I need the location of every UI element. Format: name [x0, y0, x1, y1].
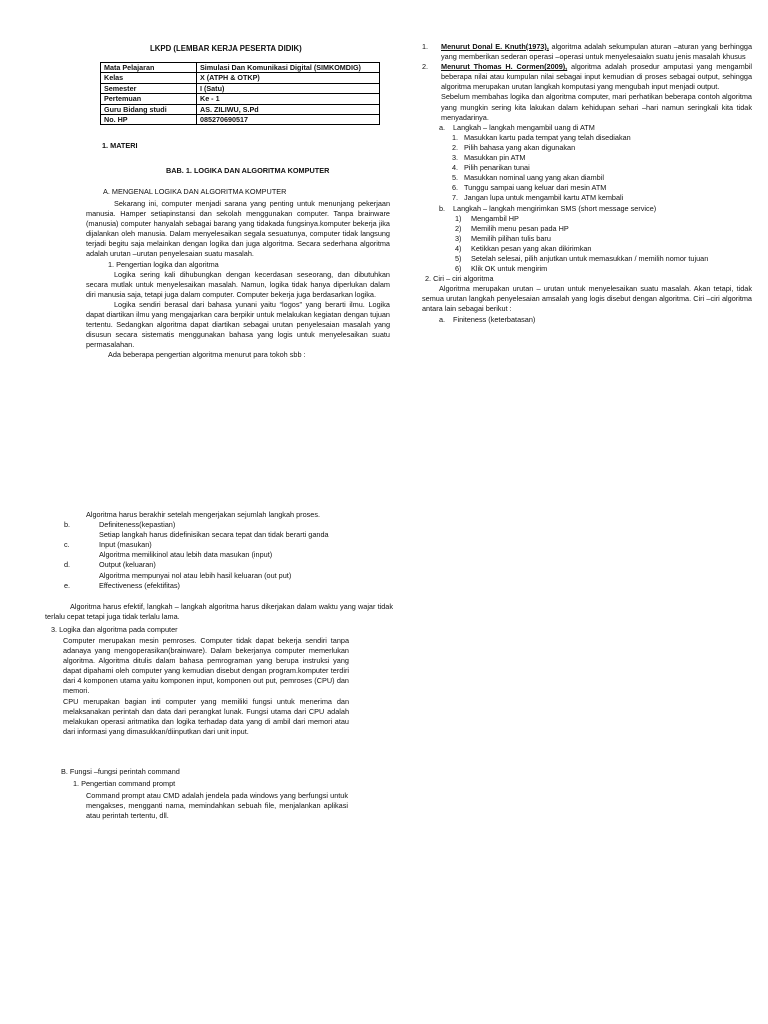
- list-item-number: 5.: [452, 173, 459, 183]
- info-row: [101, 73, 380, 83]
- definition-knuth-name: Menurut Donal E. Knuth(1973),: [441, 42, 549, 51]
- item-2-heading: 2. Ciri – ciri algoritma: [425, 274, 494, 284]
- ciri-c-desc: Algoritma memilikinol atau lebih data masukan (input): [99, 550, 273, 560]
- list-item-number: 1.: [452, 132, 459, 142]
- list-item: [422, 183, 752, 193]
- list-item: [422, 193, 752, 203]
- ciri-b-desc: Setiap langkah harus didefinisikan secara tepat dan tidak berarti ganda: [99, 530, 329, 540]
- definition-cormen-name: Menurut Thomas H. Cormen(2009),: [441, 62, 568, 72]
- list-item: [422, 153, 752, 163]
- ciri-d: d. Output (keluaran): [64, 560, 156, 570]
- sms-heading: b. Langkah – langkah mengirimkan SMS (short message service): [439, 203, 657, 213]
- list-item: [422, 224, 752, 234]
- ciri-e-title: Effectiveness (efektifitas): [99, 580, 180, 590]
- section-b-item-1: 1. Pengertian command prompt: [73, 779, 176, 788]
- list-item-text: Mengambil HP: [471, 213, 519, 223]
- list-item: [422, 163, 752, 173]
- list-item: [422, 234, 752, 244]
- list-item-text: Memilih menu pesan pada HP: [471, 223, 569, 233]
- list-item-number: 3.: [452, 153, 459, 163]
- item-3-heading: 3. Logika dan algoritma pada computer: [51, 625, 178, 634]
- definition-knuth: 1. Menurut Donal E. Knuth(1973), algoritma adalah sekumpulan aturan –aturan yang berhingga yang memberikan sederan operasi –operasi untuk menyelesaiakn suatu jenis masalah khusus: [422, 42, 753, 62]
- ciri-b-title: Definiteness(kepastian): [99, 520, 176, 530]
- finiteness-title: Finiteness (keterbatasan): [453, 314, 536, 324]
- list-item: [422, 173, 752, 183]
- list-item-number: 3): [455, 233, 462, 243]
- section-b-heading: B. Fungsi –fungsi perintah command: [61, 767, 180, 776]
- list-item-number: 6.: [452, 183, 459, 193]
- info-value: AS. ZILIWU, S.Pd: [197, 104, 380, 114]
- left-column: [85, 141, 390, 151]
- info-label: No. HP: [101, 114, 197, 124]
- info-label: Pertemuan: [101, 94, 197, 104]
- list-item-text: Jangan lupa untuk mengambil kartu ATM kembali: [464, 193, 624, 203]
- ciri-d-desc: Algoritma mempunyai nol atau lebih hasil keluaran (out put): [99, 570, 292, 580]
- ciri-b: b. Definiteness(kepastian): [64, 520, 176, 530]
- list-item-number: 2): [455, 223, 462, 233]
- ciri-c-title: Input (masukan): [99, 540, 152, 550]
- list-item-text: Masukkan kartu pada tempat yang telah disediakan: [464, 132, 631, 142]
- list-item-text: Pilih bahasa yang akan digunakan: [464, 142, 576, 152]
- item-1-heading: 1. Pengertian logika dan algoritma: [108, 259, 219, 269]
- info-row: [101, 63, 380, 73]
- list-item: [422, 214, 752, 224]
- list-item: [422, 254, 752, 264]
- paragraph-computer: Computer merupakan mesin pemroses. Computer tidak dapat bekerja sendiri tanpa adanaya yang mengoperasikan(brainware). Dalam bekerjanya computer memerlukan algoritma. Algoritma ditulis dalam bahasa pemrograman yang berupa instruksi yang dapat dipahami oleh computer yang kemudian disebut dengan program.komputer terdiri dari 4 komponen utama yaitu komponen input, komponen out put, pemroses (CPU) dan memori.: [63, 636, 349, 696]
- paragraph-logika-asal: Logika sendiri berasal dari bahasa yunani yaitu “logos” yang berarti ilmu. Logika dapat diartikan ilmu yang mengajarkan cara berpikir untuk melakukan kegiatan dengan tujuan tertentu. Sedangkan algoritma dapat diartikan sebagai urutan penyelesaian masalah yang disusun secara sistematis menggunakan bahasa yang logis untuk menyelesaikan suatu permasalahan.: [86, 299, 390, 350]
- info-label: Kelas: [101, 73, 197, 83]
- list-item-text: Memilih pilihan tulis baru: [471, 233, 551, 243]
- chapter-heading: BAB. 1. LOGIKA DAN ALGORITMA KOMPUTER: [166, 166, 330, 175]
- list-item-number: 7.: [452, 193, 459, 203]
- info-table: [100, 62, 380, 125]
- paragraph-tokoh: Ada beberapa pengertian algoritma menurut para tokoh sbb :: [108, 350, 306, 360]
- right-column: [422, 42, 752, 325]
- ciri-e: e. Effectiveness (efektifitas): [64, 580, 180, 590]
- list-item-number: 1): [455, 213, 462, 223]
- finiteness-desc: Algoritma harus berakhir setelah mengerjakan sejumlah langkah proses.: [86, 510, 321, 519]
- ciri-c: c. Input (masukan): [64, 540, 152, 550]
- list-item-text: Pilih penarikan tunai: [464, 163, 530, 173]
- info-row: [101, 83, 380, 93]
- paragraph-ciri: Algoritma merupakan urutan – urutan untuk menyelesaikan suatu masalah. Akan tetapi, tidak semua urutan langkah penyelesaian amsalah yang logis disebut dengan algoritma. Ciri –ciri algoritma antara lain sebagai berikut :: [422, 284, 752, 314]
- info-value: X (ATPH & OTKP): [197, 73, 380, 83]
- info-row: [101, 94, 380, 104]
- ciri-e-desc: Algoritma harus efektif, langkah – langkah algoritma harus dikerjakan dalam waktu yang wajar tidak terlalu cepat tetapi juga tidak terlalu lama.: [45, 602, 393, 622]
- list-item-number: 6): [455, 264, 462, 274]
- info-value: I (Satu): [197, 83, 380, 93]
- info-value: Ke - 1: [197, 94, 380, 104]
- list-item: [422, 244, 752, 254]
- info-row: [101, 104, 380, 114]
- list-item-number: 2.: [452, 142, 459, 152]
- list-item-text: Setelah selesai, pilih anjutkan untuk memasukkan / memilih nomor tujuan: [471, 253, 709, 263]
- info-value: Simulasi Dan Komunikasi Digital (SIMKOMDIG): [197, 63, 380, 73]
- atm-heading: a. Langkah – langkah mengambil uang di ATM: [439, 122, 595, 132]
- info-label: Mata Pelajaran: [101, 63, 197, 73]
- info-label: Semester: [101, 83, 197, 93]
- list-item: [422, 143, 752, 153]
- ciri-d-title: Output (keluaran): [99, 560, 156, 570]
- list-item-text: Masukkan nominal uang yang akan diambil: [464, 173, 604, 183]
- list-item-number: 5): [455, 253, 462, 263]
- definition-cormen-text: algoritma adalah prosedur amputasi yang mengambil beberapa nilai atau kumpulan nilai sebagai input kemudian di proses sebagai output, sehingga algoritma merupakan urutan langkah komputasi yang mengubah input menjadi output.: [441, 62, 752, 92]
- info-value: 085270690517: [197, 114, 380, 124]
- paragraph-logika: Logika sering kali dihubungkan dengan kecerdasan seseorang, dan dibutuhkan secara mutlak untuk menyelesaikan masalah. Namun, logika tidak hanya diperlukan dalam diri manusia saja, tetapi juga dalam computer. Computer bekerja juga berdasarkan logika.: [86, 269, 390, 299]
- list-item-text: Klik OK untuk mengirim: [471, 264, 548, 274]
- list-item-text: Tunggu sampai uang keluar dari mesin ATM: [464, 183, 607, 193]
- info-row: [101, 114, 380, 124]
- info-label: Guru Bidang studi: [101, 104, 197, 114]
- atm-steps-list: [422, 133, 752, 204]
- paragraph-examples-intro: Sebelum membahas logika dan algoritma computer, mari perhatikan beberapa contoh algoritma yang mungkin sering kita lakukan dalam kehidupan sehari –hari namun seringkali kita tidak menyadarinya.: [441, 92, 752, 122]
- paragraph-intro: Sekarang ini, computer menjadi sarana yang penting untuk menunjang pekerjaan manusia. Hamper setiapinstansi dan sekolah menggunakan computer. Tanpa brainware (manusia) computer hanyalah sebagai barang yang tidakada fungsinya.komputer bekerja jika dijalankan oleh manusia. Dalam menyelesaikan segala sesuatunya, computer tidak langsung terjadi begitu saja melainkan dengan logika dan juga algoritma. Secara sederhana algoritma adalah urutan –urutan penyelesaian suatu masalah.: [86, 199, 390, 259]
- finiteness-heading: a. Finiteness (keterbatasan): [439, 314, 536, 324]
- list-item-text: Ketikkan pesan yang akan dikirimkan: [471, 243, 592, 253]
- definition-cormen: 2. Menurut Thomas H. Cormen(2009), algoritma adalah prosedur amputasi yang mengambil beberapa nilai atau kumpulan nilai sebagai input kemudian di proses sebagai output, sehingga algoritma merupakan urutan langkah komputasi yang mengubah input menjadi output.: [422, 62, 752, 92]
- list-item-number: 4.: [452, 163, 459, 173]
- list-item: [422, 133, 752, 143]
- paragraph-cmd: Command prompt atau CMD adalah jendela pada windows yang berfungsi untuk mengakses, mengganti nama, memindahkan sebuah file, menjalankan aplikasi atau perintah tertentu, dll.: [86, 791, 348, 821]
- list-item: [422, 264, 752, 274]
- list-item-text: Masukkan pin ATM: [464, 153, 526, 163]
- sms-steps-list: [422, 214, 752, 275]
- list-item-number: 4): [455, 243, 462, 253]
- paragraph-cpu: CPU merupakan bagian inti computer yang memiliki fungsi untuk menerima dan melaksanakan perintah dan data dari perangkat lunak. Fungsi utama dari CPU adalah melakukan operasi aritmatika dan logika terhadap data yang di ambil dari memori atau dari informasi yang dimasukkan/diinputkan dari unit input.: [63, 696, 349, 736]
- materi-heading: 1. MATERI: [102, 141, 138, 150]
- document-title: LKPD (LEMBAR KERJA PESERTA DIDIK): [150, 44, 302, 53]
- section-a-heading: A. MENGENAL LOGIKA DAN ALGORITMA KOMPUTER: [103, 187, 287, 196]
- definition-knuth-text: algoritma adalah sekumpulan aturan –aturan yang berhingga yang memberikan sederan operasi –operasi untuk menyelesaiakn suatu jenis masalah khusus: [441, 42, 753, 62]
